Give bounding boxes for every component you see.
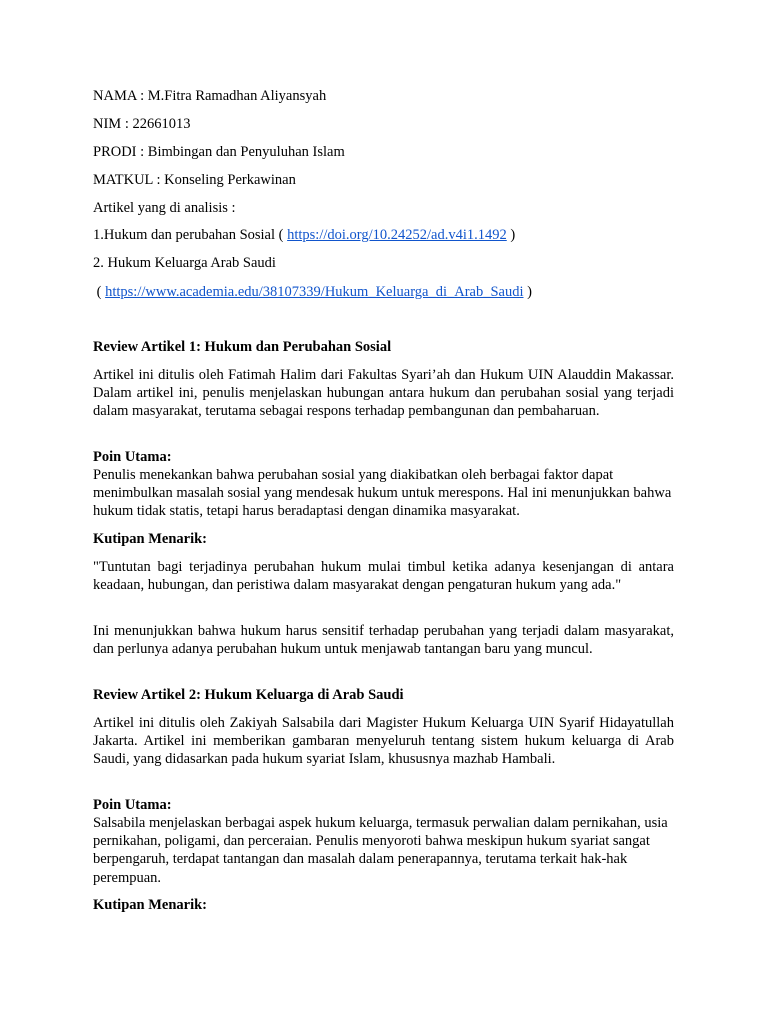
article-1-prefix: 1.Hukum dan perubahan Sosial (	[93, 227, 288, 243]
review-1-heading: Review Artikel 1: Hukum dan Perubahan Sosial	[93, 339, 392, 355]
review-2-kutipan-label: Kutipan Menarik:	[93, 897, 207, 913]
article-2-prefix: (	[93, 284, 106, 300]
course-name: MATKUL : Konseling Perkawinan	[93, 172, 296, 188]
student-name: NAMA : M.Fitra Ramadhan Aliyansyah	[93, 88, 327, 104]
study-program: PRODI : Bimbingan dan Penyuluhan Islam	[93, 144, 345, 160]
review-1-kutipan-comment: Ini menunjukkan bahwa hukum harus sensitif terhadap perubahan yang terjadi dalam masyarakat, dan perlunya adanya perubahan hukum untuk menjawab tantangan baru yang muncul.	[93, 623, 674, 658]
review-2-heading: Review Artikel 2: Hukum Keluarga di Arab Saudi	[93, 687, 404, 703]
article-2-reference	[93, 283, 532, 301]
review-1-poin-text: Penulis menekankan bahwa perubahan sosial yang diakibatkan oleh berbagai faktor dapat menimbulkan masalah sosial yang mendesak hukum untuk merespons. Hal ini menunjukkan bahwa hukum tidak statis, tetapi harus beradaptasi dengan dinamika masyarakat.	[93, 467, 672, 520]
review-1-kutipan-text: "Tuntutan bagi terjadinya perubahan hukum mulai timbul ketika adanya kesenjangan di antara keadaan, hubungan, dan peristiwa dalam masyarakat dengan pengaturan hukum yang ada."	[93, 559, 674, 594]
review-1-poin-label: Poin Utama:	[93, 449, 172, 465]
articles-label: Artikel yang di analisis :	[93, 200, 236, 216]
review-2-poin-label: Poin Utama:	[93, 797, 172, 813]
article-1-link[interactable]: https://doi.org/10.24252/ad.v4i1.1492	[287, 227, 507, 243]
article-1-reference	[93, 226, 515, 244]
student-nim: NIM : 22661013	[93, 116, 191, 132]
article-1-suffix: )	[506, 227, 516, 243]
review-1-kutipan-label: Kutipan Menarik:	[93, 531, 207, 547]
article-2-title: 2. Hukum Keluarga Arab Saudi	[93, 255, 276, 271]
article-2-link[interactable]: https://www.academia.edu/38107339/Hukum_Keluarga_di_Arab_Saudi	[105, 284, 524, 300]
review-1-intro: Artikel ini ditulis oleh Fatimah Halim dari Fakultas Syari’ah dan Hukum UIN Alauddin Makassar. Dalam artikel ini, penulis menjelaskan hubungan antara hukum dan perubahan sosial yang terjadi dalam masyarakat, terutama sebagai respons terhadap pembangunan dan pembaharuan.	[93, 367, 674, 420]
article-2-suffix: )	[523, 284, 532, 300]
review-2-intro: Artikel ini ditulis oleh Zakiyah Salsabila dari Magister Hukum Keluarga UIN Syarif Hidayatullah Jakarta. Artikel ini memberikan gambaran menyeluruh tentang sistem hukum keluarga di Arab Saudi, yang didasarkan pada hukum syariat Islam, khususnya mazhab Hambali.	[93, 715, 674, 768]
review-2-poin-text: Salsabila menjelaskan berbagai aspek hukum keluarga, termasuk perwalian dalam pernikahan, usia pernikahan, poligami, dan perceraian. Penulis menyoroti bahwa meskipun hukum syariat sangat berpengaruh, terdapat tantangan dan masalah dalam penerapannya, terutama terkait hak-hak perempuan.	[93, 815, 668, 886]
